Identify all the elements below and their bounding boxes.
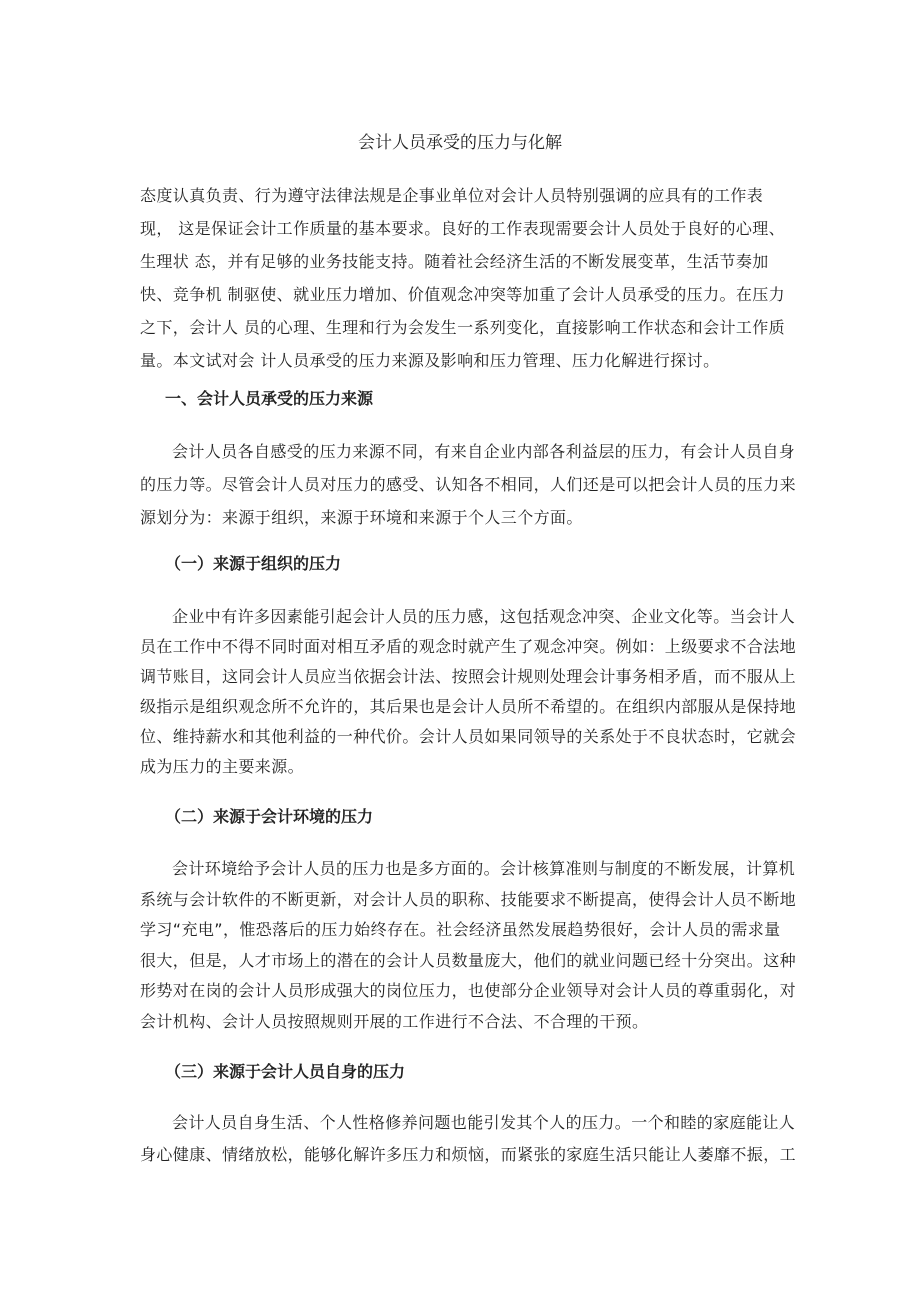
text-line: 企业中有许多因素能引起会计人员的压力感，这包括观念冲突、企业文化等。当会计人 [172, 607, 796, 626]
subsection-heading: （一）来源于组织的压力 [165, 554, 342, 573]
text-line: 源划分为：来源于组织，来源于环境和来源于个人三个方面。 [140, 508, 583, 527]
text-line: 生理状 态，并有足够的业务技能支持。随着社会经济生活的不断发展变革，生活节奏加 [140, 252, 769, 271]
section1-paragraph [140, 441, 800, 540]
text-line: 会计环境给予会计人员的压力也是多方面的。会计核算准则与制度的不断发展，计算机 [172, 859, 796, 878]
text-line: 位、维持薪水和其他利益的一种代价。会计人员如果同领导的关系处于不良状态时，它就会 [140, 727, 797, 746]
text-line: 很大，但是，人才市场上的潜在的会计人员数量庞大，他们的就业问题已经十分突出。这种 [140, 950, 797, 970]
sub1-paragraph [140, 606, 800, 786]
text-line: 的压力等。尽管会计人员对压力的感受、认知各不相同，人们还是可以把会计人员的压力来 [140, 475, 797, 494]
text-line: 系统与会计软件的不断更新，对会计人员的职称、技能要求不断提高，使得会计人员不断地 [140, 889, 797, 909]
text-line: 员在工作中不得不同时面对相互矛盾的观念时就产生了观念冲突。例如：上级要求不合法地 [140, 637, 797, 656]
text-line: 身心健康、情绪放松，能够化解许多压力和烦恼，而紧张的家庭生活只能让人萎靡不振，工 [140, 1145, 797, 1164]
sub3-paragraph [140, 1112, 800, 1176]
text-line: 会计人员自身生活、个人性格修养问题也能引发其个人的压力。一个和睦的家庭能让人 [172, 1113, 796, 1132]
text-line: 学习“充电”，惟恐落后的压力始终存在。社会经济虽然发展趋势很好，会计人员的需求量 [140, 920, 781, 940]
subsection-heading: （三）来源于会计人员自身的压力 [165, 1062, 406, 1081]
text-line: 态度认真负责、行为遵守法律法规是企事业单位对会计人员特别强调的应具有的工作表 [140, 186, 764, 205]
intro-paragraph [140, 185, 800, 383]
text-line: 级指示是组织观念所不允许的，其后果也是会计人员所不希望的。在组织内部服从是保持地 [140, 697, 797, 716]
section-heading: 一、会计人员承受的压力来源 [165, 389, 374, 408]
sub2-paragraph [140, 858, 800, 1042]
document-title: 会计人员承受的压力与化解 [358, 133, 562, 153]
text-line: 调节账目，这同会计人员应当依据会计法、按照会计规则处理会计事务相矛盾，而不服从上 [140, 667, 797, 686]
text-line: 形势对在岗的会计人员形成强大的岗位压力，也使部分企业领导对会计人员的尊重弱化，对 [140, 981, 797, 1001]
text-line: 现， 这是保证会计工作质量的基本要求。良好的工作表现需要会计人员处于良好的心理、 [140, 219, 786, 238]
text-line: 快、竞争机 制驱使、就业压力增加、价值观念冲突等加重了会计人员承受的压力。在压力 [140, 285, 786, 304]
text-line: 成为压力的主要来源。 [140, 757, 305, 776]
subsection-heading: （二）来源于会计环境的压力 [165, 807, 374, 826]
text-line: 会计人员各自感受的压力来源不同，有来自企业内部各利益层的压力，有会计人员自身 [172, 442, 796, 461]
text-line: 会计机构、会计人员按照规则开展的工作进行不合法、不合理的干预。 [140, 1011, 649, 1031]
text-line: 之下，会计人 员的心理、生理和行为会发生一系列变化，直接影响工作状态和会计工作质 [140, 318, 786, 337]
text-line: 量。本文试对会 计人员承受的压力来源及影响和压力管理、压力化解进行探讨。 [140, 351, 720, 370]
